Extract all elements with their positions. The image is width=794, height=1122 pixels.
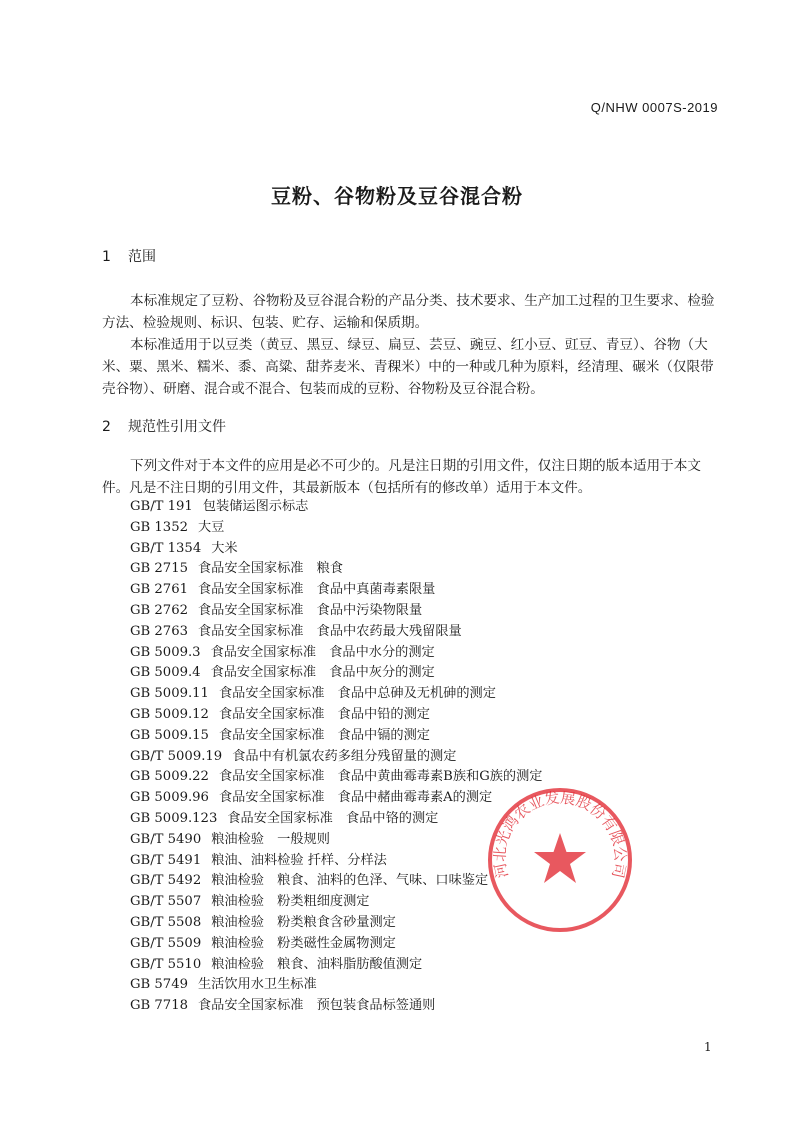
reference-item (130, 975, 543, 996)
reference-title: 食品安全国家标准 食品中水分的测定 (210, 644, 435, 660)
reference-title: 粮油检验 粉类粗细度测定 (211, 894, 370, 910)
reference-item (130, 539, 543, 560)
reference-code: GB/T 191 (130, 499, 193, 514)
document-title: 豆粉、谷物粉及豆谷混合粉 (271, 184, 523, 208)
reference-title: 食品安全国家标准 食品中污染物限量 (197, 602, 423, 618)
reference-title: 食品安全国家标准 食品中总砷及无机砷的测定 (218, 686, 496, 702)
reference-title: 食品安全国家标准 食品中真菌毒素限量 (197, 582, 436, 598)
reference-item (130, 830, 543, 851)
reference-title: 生活饮用水卫生标准 (197, 977, 317, 993)
reference-item (130, 684, 543, 705)
reference-title: 粮油检验 粮食、油料脂肪酸值测定 (211, 956, 423, 972)
reference-item (130, 871, 543, 892)
reference-title: 粮油检验 粉类粮食含砂量测定 (211, 914, 396, 930)
reference-item (130, 497, 543, 518)
reference-code: GB/T 5492 (130, 873, 202, 889)
reference-title: 食品安全国家标准 食品中灰分的测定 (210, 665, 435, 681)
reference-title: 食品安全国家标准 粮食 (197, 561, 344, 577)
reference-item (130, 955, 543, 976)
reference-code: GB/T 5491 (130, 852, 202, 868)
reference-item (130, 934, 543, 955)
reference-item (130, 622, 543, 643)
reference-item (130, 809, 543, 830)
reference-item (130, 996, 543, 1017)
reference-code: GB 5009.15 (130, 727, 209, 743)
svg-text:河北光鸿农业发展股份有限公司: 河北光鸿农业发展股份有限公司 (490, 788, 630, 880)
reference-code: GB 5009.12 (130, 706, 209, 722)
reference-code: GB/T 5510 (130, 956, 202, 972)
reference-item (130, 559, 543, 580)
reference-code: GB/T 5009.19 (130, 748, 223, 764)
reference-code: GB 5009.11 (130, 686, 209, 702)
scope-paragraph-2: 本标准适用于以豆类（黄豆、黑豆、绿豆、扁豆、芸豆、豌豆、红小豆、豇豆、青豆）、谷物（大米、粟、黑米、糯米、黍、高粱、甜荞麦米、青稞米）中的一种或几种为原料，经清理、碾米（仅限带壳谷物）、研磨、混合或不混合、包装而成的豆粉、谷物粉及豆谷混合粉。 (102, 337, 714, 397)
normative-intro: 下列文件对于本文件的应用是必不可少的。凡是注日期的引用文件，仅注日期的版本适用于本文件。凡是不注日期的引用文件，其最新版本（包括所有的修改单）适用于本文件。 (102, 458, 701, 496)
reference-item (130, 705, 543, 726)
reference-list (130, 497, 543, 1017)
reference-code: GB/T 5507 (130, 894, 202, 910)
reference-code: GB/T 5509 (130, 935, 202, 951)
reference-item (130, 601, 543, 622)
reference-code: GB 5749 (130, 977, 188, 993)
reference-code: GB 5009.22 (130, 769, 209, 785)
reference-code: GB 2762 (130, 602, 188, 618)
reference-code: GB 1352 (130, 519, 188, 535)
reference-title: 食品安全国家标准 食品中镉的测定 (218, 727, 430, 743)
reference-item (130, 892, 543, 913)
section-title: 范围 (128, 249, 156, 265)
section-title: 规范性引用文件 (128, 419, 226, 435)
reference-item (130, 747, 543, 768)
reference-title: 食品安全国家标准 食品中农药最大残留限量 (197, 623, 462, 639)
reference-item (130, 851, 543, 872)
reference-title: 食品中有机氯农药多组分残留量的测定 (232, 748, 457, 764)
reference-code: GB 5009.96 (130, 790, 209, 806)
reference-title: 食品安全国家标准 食品中黄曲霉毒素B族和G族的测定 (218, 769, 543, 785)
reference-code: GB/T 1354 (130, 540, 202, 556)
scope-paragraph-1: 本标准规定了豆粉、谷物粉及豆谷混合粉的产品分类、技术要求、生产加工过程的卫生要求、检验方法、检验规则、标识、包装、贮存、运输和保质期。 (102, 293, 715, 331)
reference-item (130, 788, 543, 809)
reference-title: 包装储运图示标志 (202, 499, 309, 514)
reference-code: GB 5009.4 (130, 665, 201, 681)
reference-item (130, 663, 543, 684)
reference-item (130, 643, 543, 664)
reference-item (130, 518, 543, 539)
reference-title: 食品安全国家标准 食品中铅的测定 (218, 706, 430, 722)
reference-code: GB/T 5490 (130, 831, 202, 847)
section-heading-normative (102, 416, 226, 436)
reference-title: 食品安全国家标准 食品中铬的测定 (227, 810, 439, 826)
reference-title: 食品安全国家标准 预包装食品标签通则 (197, 998, 436, 1014)
reference-title: 粮油、油料检验 扦样、分样法 (211, 852, 387, 868)
reference-title: 粮油检验 粮食、油料的色泽、气味、口味鉴定 (211, 873, 489, 889)
reference-code: GB/T 5508 (130, 914, 202, 930)
company-seal-icon (485, 785, 635, 935)
reference-code: GB 5009.3 (130, 644, 201, 660)
reference-item (130, 726, 543, 747)
reference-title: 粮油检验 一般规则 (211, 831, 330, 847)
reference-item (130, 913, 543, 934)
reference-code: GB 2715 (130, 561, 188, 577)
section-number: 2 (102, 419, 111, 435)
reference-item (130, 580, 543, 601)
reference-code: GB 2761 (130, 582, 188, 598)
reference-title: 大米 (211, 540, 238, 556)
reference-code: GB 2763 (130, 623, 188, 639)
reference-title: 粮油检验 粉类磁性金属物测定 (211, 935, 396, 951)
section-heading-scope (102, 246, 156, 266)
reference-item (130, 767, 543, 788)
reference-code: GB 7718 (130, 998, 188, 1014)
reference-title: 食品安全国家标准 食品中赭曲霉毒素A的测定 (218, 790, 493, 806)
section-number: 1 (102, 249, 111, 265)
page-number: 1 (704, 1040, 712, 1054)
reference-title: 大豆 (197, 519, 225, 535)
document-code: Q/NHW 0007S-2019 (590, 100, 718, 115)
reference-code: GB 5009.123 (130, 810, 218, 826)
